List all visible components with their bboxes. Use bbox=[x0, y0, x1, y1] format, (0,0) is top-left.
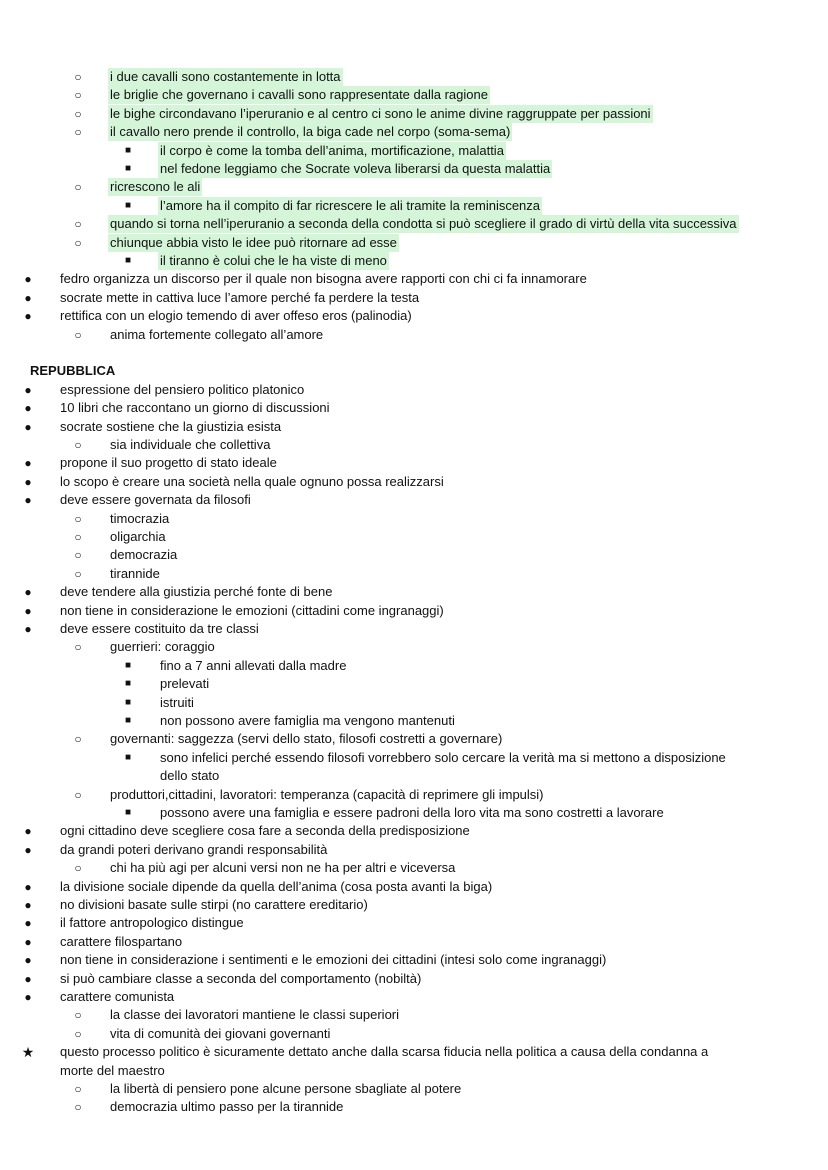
list-item-text: l’amore ha il compito di far ricrescere le ali tramite la reminiscenza bbox=[160, 197, 541, 213]
list-item-text: ogni cittadino deve scegliere cosa fare a seconda della predisposizione bbox=[60, 823, 470, 839]
disc-bullet-icon: ● bbox=[24, 401, 32, 416]
list-item-text: lo scopo è creare una società nella quale ognuno possa realizzarsi bbox=[60, 473, 444, 489]
circle-bullet-icon: ○ bbox=[74, 1082, 82, 1096]
square-bullet-icon: ■ bbox=[124, 199, 132, 211]
circle-bullet-icon: ○ bbox=[74, 787, 82, 802]
list-item-text: anima fortemente collegato all’amore bbox=[110, 326, 324, 342]
list-item-text: la divisione sociale dipende da quella dell’anima (cosa posta avanti la biga) bbox=[60, 878, 493, 894]
list-item-text: possono avere una famiglia e essere padroni della loro vita ma sono costretti a lavorare bbox=[160, 805, 664, 820]
circle-bullet-icon: ○ bbox=[74, 88, 82, 103]
list-item-text: morte del maestro bbox=[60, 1062, 165, 1078]
list-item-text: propone il suo progetto di stato ideale bbox=[60, 455, 277, 471]
list-item-text: guerrieri: coraggio bbox=[110, 639, 215, 655]
list-item-text: istruiti bbox=[160, 694, 194, 710]
disc-bullet-icon: ● bbox=[24, 272, 32, 287]
disc-bullet-icon: ● bbox=[24, 824, 32, 839]
square-bullet-icon: ■ bbox=[124, 715, 132, 726]
circle-bullet-icon: ○ bbox=[74, 566, 82, 581]
square-bullet-icon: ■ bbox=[124, 255, 132, 266]
list-item-text: produttori,cittadini, lavoratori: temperanza (capacità di reprimere gli impulsi) bbox=[110, 786, 544, 802]
star-bullet-icon: ★ bbox=[21, 1044, 35, 1061]
square-bullet-icon: ■ bbox=[124, 163, 132, 174]
circle-bullet-icon: ○ bbox=[74, 1008, 82, 1023]
list-item-text: no divisioni basate sulle stirpi (no carattere ereditario) bbox=[60, 897, 368, 912]
list-item-text: 10 libri che raccontano un giorno di discussioni bbox=[60, 400, 330, 416]
list-item-text: questo processo politico è sicuramente dettato anche dalla scarsa fiducia nella politica a causa della condanna a bbox=[60, 1044, 709, 1060]
disc-bullet-icon: ● bbox=[24, 622, 32, 636]
circle-bullet-icon: ○ bbox=[74, 732, 82, 747]
list-item-text: il fattore antropologico distingue bbox=[60, 915, 244, 931]
list-item-text: sono infelici perché essendo filosofi vorrebbero solo cercare la verità ma si mettono a disposizione bbox=[160, 749, 726, 765]
list-item-text: chi ha più agi per alcuni versi non ne ha per altri e viceversa bbox=[110, 860, 456, 876]
square-bullet-icon: ■ bbox=[124, 696, 132, 708]
disc-bullet-icon: ● bbox=[24, 898, 32, 912]
list-item-text: la libertà di pensiero pone alcune persone sbagliate al potere bbox=[110, 1081, 462, 1096]
disc-bullet-icon: ● bbox=[24, 842, 32, 857]
disc-bullet-icon: ● bbox=[24, 990, 32, 1004]
list-item-text: chiunque abbia visto le idee può ritornare ad esse bbox=[110, 234, 397, 250]
circle-bullet-icon: ○ bbox=[74, 861, 82, 876]
list-item-text: i due cavalli sono costantemente in lotta bbox=[110, 69, 341, 84]
circle-bullet-icon: ○ bbox=[74, 1026, 82, 1041]
square-bullet-icon: ■ bbox=[124, 807, 132, 818]
list-item-text: il corpo è come la tomba dell’anima, mortificazione, malattia bbox=[160, 142, 504, 158]
disc-bullet-icon: ● bbox=[24, 309, 32, 324]
disc-bullet-icon: ● bbox=[24, 290, 32, 305]
square-bullet-icon: ■ bbox=[124, 751, 132, 763]
list-item-text: fino a 7 anni allevati dalla madre bbox=[160, 657, 347, 673]
disc-bullet-icon: ● bbox=[24, 382, 32, 397]
list-item-text: da grandi poteri derivano grandi responsabilità bbox=[60, 841, 328, 857]
circle-bullet-icon: ○ bbox=[74, 70, 82, 84]
circle-bullet-icon: ○ bbox=[74, 180, 82, 195]
list-item-text: socrate mette in cattiva luce l’amore perché fa perdere la testa bbox=[60, 289, 420, 305]
list-item-text: quando si torna nell’iperuranio a seconda della condotta si può scegliere il grado di virtù della vita successiva bbox=[110, 216, 737, 232]
list-item-text: non possono avere famiglia ma vengono mantenuti bbox=[160, 713, 455, 728]
disc-bullet-icon: ● bbox=[24, 456, 32, 471]
list-item-text: deve essere costituito da tre classi bbox=[60, 621, 259, 636]
list-item-text: tirannide bbox=[110, 565, 160, 581]
list-item-text: espressione del pensiero politico platonico bbox=[60, 381, 305, 397]
square-bullet-icon: ■ bbox=[124, 144, 132, 156]
list-item-text: prelevati bbox=[160, 676, 210, 692]
list-item-text: le briglie che governano i cavalli sono rappresentate dalla ragione bbox=[110, 87, 488, 103]
list-item-text: sia individuale che collettiva bbox=[110, 437, 271, 452]
disc-bullet-icon: ● bbox=[24, 934, 32, 949]
list-item-text: la classe dei lavoratori mantiene le classi superiori bbox=[110, 1007, 400, 1023]
square-bullet-icon: ■ bbox=[124, 678, 132, 690]
list-item-text: si può cambiare classe a seconda del comportamento (nobiltà) bbox=[60, 970, 422, 986]
list-item-text: socrate sostiene che la giustizia esista bbox=[60, 418, 282, 434]
list-item-text: carattere filospartano bbox=[60, 933, 183, 949]
disc-bullet-icon: ● bbox=[24, 879, 32, 894]
list-item-text: governanti: saggezza (servi dello stato, filosofi costretti a governare) bbox=[110, 731, 503, 747]
circle-bullet-icon: ○ bbox=[74, 640, 82, 655]
circle-bullet-icon: ○ bbox=[74, 106, 82, 121]
disc-bullet-icon: ● bbox=[24, 953, 32, 968]
list-item-text: deve tendere alla giustizia perché fonte di bene bbox=[60, 584, 333, 600]
list-item-text: dello stato bbox=[160, 768, 220, 784]
circle-bullet-icon: ○ bbox=[74, 438, 82, 452]
list-item-text: ricrescono le ali bbox=[110, 179, 201, 195]
circle-bullet-icon: ○ bbox=[74, 217, 82, 232]
circle-bullet-icon: ○ bbox=[74, 511, 82, 526]
circle-bullet-icon: ○ bbox=[74, 327, 82, 342]
list-item-text: le bighe circondavano l’iperuranio e al centro ci sono le anime divine raggruppate per passioni bbox=[110, 105, 651, 121]
list-item-text: il tiranno è colui che le ha viste di meno bbox=[160, 253, 387, 268]
disc-bullet-icon: ● bbox=[24, 971, 32, 986]
disc-bullet-icon: ● bbox=[24, 493, 32, 508]
page-title: REPUBBLICA bbox=[30, 363, 116, 379]
list-item-text: fedro organizza un discorso per il quale non bisogna avere rapporti con chi ci fa innamorare bbox=[60, 271, 587, 287]
list-item-text: carattere comunista bbox=[60, 989, 175, 1004]
list-item-text: deve essere governata da filosofi bbox=[60, 492, 251, 508]
circle-bullet-icon: ○ bbox=[74, 1100, 82, 1115]
list-item-text: democrazia ultimo passo per la tirannide bbox=[110, 1099, 344, 1115]
square-bullet-icon: ■ bbox=[124, 659, 132, 671]
list-item-text: rettifica con un elogio temendo di aver offeso eros (palinodia) bbox=[60, 308, 412, 324]
circle-bullet-icon: ○ bbox=[74, 530, 82, 544]
list-item-text: vita di comunità dei giovani governanti bbox=[110, 1025, 331, 1041]
list-item-text: il cavallo nero prende il controllo, la biga cade nel corpo (soma-sema) bbox=[110, 124, 511, 140]
circle-bullet-icon: ○ bbox=[74, 548, 82, 563]
disc-bullet-icon: ● bbox=[24, 419, 32, 434]
disc-bullet-icon: ● bbox=[24, 474, 32, 489]
disc-bullet-icon: ● bbox=[24, 585, 32, 600]
circle-bullet-icon: ○ bbox=[74, 125, 82, 140]
list-item-text: oligarchia bbox=[110, 529, 166, 544]
disc-bullet-icon: ● bbox=[24, 916, 32, 931]
list-item-text: democrazia bbox=[110, 547, 178, 563]
circle-bullet-icon: ○ bbox=[74, 235, 82, 250]
list-item-text: non tiene in considerazione le emozioni (cittadini come ingranaggi) bbox=[60, 602, 444, 618]
list-item-text: non tiene in considerazione i sentimenti e le emozioni dei cittadini (intesi solo come ingranaggi) bbox=[60, 952, 607, 968]
list-item-text: nel fedone leggiamo che Socrate voleva liberarsi da questa malattia bbox=[160, 161, 551, 176]
disc-bullet-icon: ● bbox=[24, 603, 32, 618]
list-item-text: timocrazia bbox=[110, 510, 170, 526]
